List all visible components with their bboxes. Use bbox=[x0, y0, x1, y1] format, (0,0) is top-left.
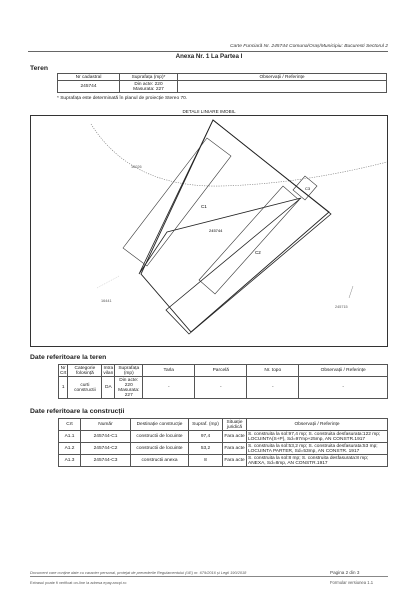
header-divider bbox=[28, 51, 388, 52]
sketch-label-neighbour-1: 16026 bbox=[131, 165, 142, 169]
cell-numar: 245744-C1 bbox=[81, 431, 131, 443]
cell-supraf: 97,4 bbox=[189, 431, 223, 443]
sketch-label-parcel: 245744 bbox=[209, 228, 223, 233]
sketch-label-neighbour-2: 16441 bbox=[101, 299, 112, 303]
cell-intravilan: DA bbox=[102, 377, 115, 399]
table-row bbox=[58, 81, 387, 93]
parcel-sketch bbox=[30, 115, 388, 347]
suprafata-masurata: Masurata: 227 bbox=[133, 86, 164, 92]
cell-nr-cadastral: 245744 bbox=[58, 81, 120, 93]
teren-info-table bbox=[58, 364, 388, 399]
table-row bbox=[59, 431, 388, 443]
footer-page-number: Pagina 2 din 3 bbox=[330, 570, 360, 575]
col-numar: Număr bbox=[81, 419, 131, 431]
constructii-table bbox=[58, 418, 388, 467]
cell-nr: 1 bbox=[59, 377, 68, 399]
parcel-boundary bbox=[141, 120, 329, 332]
col-nr-topo: Nr. topo bbox=[247, 365, 299, 377]
table-row bbox=[59, 377, 388, 399]
building-c1 bbox=[123, 138, 231, 266]
col-intravilan: Intra vilan bbox=[103, 365, 114, 376]
constructii-section-title: Date referitoare la construcții bbox=[30, 408, 125, 415]
col-tarla: Tarla bbox=[143, 365, 195, 377]
cell-situatie: Fara acte bbox=[223, 455, 247, 467]
cell-suprafata: Din acte: 220 Masurata: 227 bbox=[115, 377, 143, 399]
neighbour-boundary-curve bbox=[91, 124, 387, 186]
neighbour-tick bbox=[349, 286, 353, 298]
sketch-label-neighbour-3: 245715 bbox=[335, 305, 348, 309]
teren-section-title: Teren bbox=[30, 65, 49, 72]
teren-info-header bbox=[59, 365, 388, 377]
cell-crt: A1.1 bbox=[59, 431, 81, 443]
col-categorie: Categorie folosință bbox=[68, 365, 102, 377]
cell-parcela: - bbox=[195, 377, 247, 399]
table-row bbox=[59, 443, 388, 455]
col-observatii-constr: Observații / Referințe bbox=[247, 419, 388, 431]
parcel-sketch-svg bbox=[31, 116, 389, 348]
teren-info-section-title: Date referitoare la teren bbox=[30, 354, 107, 361]
table-row bbox=[59, 455, 388, 467]
suprafata-acte: Din acte: 220 bbox=[134, 81, 163, 87]
cell-observatii: S. construita la sol:53,2 mp; S. construita desfasurata:53 mp; LOCUINTA PARTER, Sd=53mp, AN CONSTR. 1917 bbox=[247, 443, 388, 455]
col-situatie: Situație juridică bbox=[223, 419, 247, 431]
cell-numar: 245744-C2 bbox=[81, 443, 131, 455]
footer-divider bbox=[30, 576, 388, 577]
cell-crt: A1.2 bbox=[59, 443, 81, 455]
sketch-label-c2: C2 bbox=[255, 250, 261, 255]
footer-form-version: Formular versiunea 1.1 bbox=[330, 580, 374, 585]
anexa-title: Anexa Nr. 1 La Partea I bbox=[175, 53, 243, 60]
carte-funciara-header: Carte Funciară Nr. 245744 Comuna/Oraș/Municipiu: Bucuresti Sectorul 2 bbox=[229, 44, 388, 49]
cell-tarla: - bbox=[143, 377, 195, 399]
constructii-header bbox=[59, 419, 388, 431]
parcel-outline bbox=[139, 120, 331, 334]
col-destinatie: Destinație construcție bbox=[131, 419, 189, 431]
neighbour-dash bbox=[97, 276, 119, 288]
cell-destinatie: constructii anexa bbox=[131, 455, 189, 467]
col-parcela: Parcelă bbox=[195, 365, 247, 377]
teren-table-header bbox=[58, 74, 387, 81]
cell-observatii bbox=[178, 81, 387, 93]
col-nr-crt: Nr Crt bbox=[60, 365, 67, 376]
cell-numar: 245744-C3 bbox=[81, 455, 131, 467]
col-suprafata: Suprafața (mp)* bbox=[120, 74, 178, 81]
cell-situatie: Fara acte bbox=[223, 443, 247, 455]
cell-supraf: 8 bbox=[189, 455, 223, 467]
cell-destinatie: constructii de locuinte bbox=[131, 443, 189, 455]
footer-verification: Extrasul poate fi verificat on-line la adresa epay.ancpi.ro bbox=[30, 580, 127, 585]
suprafata-note: * Suprafața este determinată în planul de proiecție Stereo 70. bbox=[57, 96, 188, 101]
cell-suprafata bbox=[120, 81, 178, 93]
col-nr-cadastral: Nr cadastral bbox=[58, 74, 120, 81]
cell-observatii: S. construita la sol:97,4 mp; S. construita desfasurata:122 mp; LOCUINTA(S+P), Sd=97mp+25mp, AN CONSTR.1917 bbox=[247, 431, 388, 443]
cell-crt: A1.3 bbox=[59, 455, 81, 467]
col-supraf: Supraf. (mp) bbox=[189, 419, 223, 431]
cell-observatii: - bbox=[299, 377, 388, 399]
col-observatii: Observații / Referințe bbox=[178, 74, 387, 81]
cell-situatie: Fara acte bbox=[223, 431, 247, 443]
cell-observatii: S. construita la sol:8 mp; S. construita desfasurata:8 mp; ANEXA, Sd=8mp, AN CONSTR.1917 bbox=[247, 455, 388, 467]
sketch-label-c3: C3 bbox=[305, 186, 311, 191]
cell-topo: - bbox=[247, 377, 299, 399]
cell-supraf: 53,2 bbox=[189, 443, 223, 455]
cell-destinatie: constructii de locuinte bbox=[131, 431, 189, 443]
cell-categorie: curti constructii bbox=[68, 377, 102, 399]
col-suprafata-mp: Suprafața (mp) bbox=[115, 365, 143, 377]
teren-table bbox=[57, 73, 387, 93]
sketch-label-c1: C1 bbox=[201, 204, 207, 209]
col-crt: Crt bbox=[59, 419, 81, 431]
col-observatii-teren: Observații / Referințe bbox=[299, 365, 388, 377]
sketch-title: DETALII LINIARE IMOBIL bbox=[182, 109, 236, 114]
footer-disclaimer: Document care conține date cu caracter personal, protejat de prevederile Regulamentului (UE) nr. 679/2016 și Legii 190/2018 bbox=[30, 570, 247, 575]
